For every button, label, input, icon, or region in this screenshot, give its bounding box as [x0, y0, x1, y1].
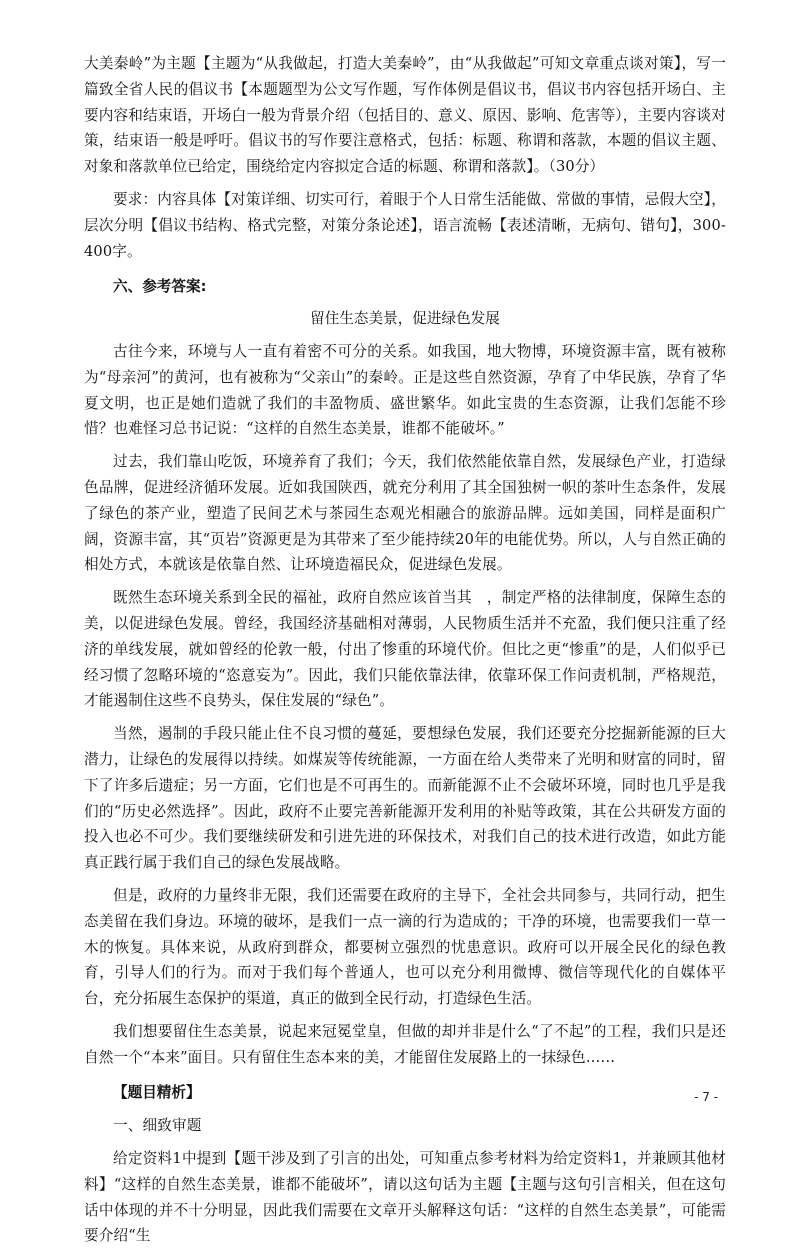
page-content: [84, 51, 726, 1249]
analysis-paragraph: 给定资料1中提到【题干涉及到了引言的出处，可知重点参考材料为给定资料1，并兼顾其他材料】“这样的自然生态美景，谁都不能破坏”，请以这句话为主题【主题与这句引言相关，但在这句话中体现的并不十分明显，因此我们需要在文章开头解释这句话：“这样的自然生态美景”，可能需要介绍“生: [84, 1150, 726, 1245]
requirements-paragraph: 要求：内容具体【对策详细、切实可行，着眼于个人日常生活能做、常做的事情，忌假大空】，层次分明【倡议书结构、格式完整，对策分条论述】，语言流畅【表述清晰，无病句、错句】，300-400字。: [84, 190, 726, 260]
essay-title: 留住生态美景，促进绿色发展: [310, 310, 500, 328]
essay-paragraph: 古往今来，环境与人一直有着密不可分的关系。如我国，地大物博，环境资源丰富，既有被称为“母亲河”的黄河，也有被称为“父亲山”的秦岭。正是这些自然资源，孕育了中华民族，孕育了华夏文明，也正是她们造就了我们的丰盈物质、盛世繁华。如此宝贵的生态资源，让我们怎能不珍惜？也难怪习总书记说：“这样的自然生态美景，谁都不能破坏。”: [84, 342, 726, 438]
essay-paragraph: 但是，政府的力量终非无限，我们还需要在政府的主导下，全社会共同参与，共同行动，把生态美留在我们身边。环境的破坏，是我们一点一滴的行为造成的；干净的环境，也需要我们一草一木的恢复。具体来说，从政府到群众，都要树立强烈的忧患意识。政府可以开展全民化的绿色教育，引导人们的行为。而对于我们每个普通人，也可以充分利用微博、微信等现代化的自媒体平台，充分拓展生态保护的渠道，真正的做到全民行动，打造绿色生活。: [84, 886, 726, 1008]
essay-paragraph: 过去，我们靠山吃饭，环境养育了我们；今天，我们依然能依靠自然，发展绿色产业，打造绿色品牌，促进经济循环发展。近如我国陕西，就充分利用了其全国独树一帜的茶叶生态条件，发展了绿色的茶产业，塑造了民间艺术与茶园生态观光相融合的旅游品牌。远如美国，同样是面积广阔，资源丰富，其“页岩”资源更是为其带来了至少能持续20年的电能优势。所以，人与自然正确的相处方式，本就该是依靠自然、让环境造福民众，促进绿色发展。: [84, 453, 726, 574]
essay-paragraph: 当然，遏制的手段只能止住不良习惯的蔓延，要想绿色发展，我们还要充分挖掘新能源的巨大潜力，让绿色的发展得以持续。如煤炭等传统能源，一方面在给人类带来了光明和财富的同时，留下了许多后遗症；另一方面，它们也是不可再生的。而新能源不止不会破坏环境，同时也几乎是我们的“历史必然选择”。因此，政府不止要完善新能源开发利用的补贴等政策，其在公共研发方面的投入也必不可少。我们要继续研发和引进先进的环保技术，对我们自己的技术进行改造，如此方能真正践行属于我们自己的绿色发展战略。: [84, 725, 726, 872]
analysis-subheading: 一、细致审题: [113, 1117, 202, 1135]
essay-paragraph: 我们想要留住生态美景，说起来冠冕堂皇，但做的却并非是什么“了不起”的工程，我们只是还自然一个“本来”面目。只有留住生态本来的美，才能留住发展路上的一抹绿色……: [84, 1022, 726, 1066]
analysis-heading: 【题目精析】: [113, 1084, 201, 1102]
answer-heading: 六、参考答案:: [113, 278, 207, 296]
essay-paragraph: 既然生态环境关系到全民的福祉，政府自然应该首当其 ，制定严格的法律制度，保障生态的美，以促进绿色发展。曾经，我国经济基础相对薄弱，人民物质生活并不充盈，我们便只注重了经济的单线发展，就如曾经的伦敦一般，付出了惨重的环境代价。但比之更“惨重”的是，人们似乎已经习惯了忽略环境的“恣意妄为”。因此，我们只能依靠法律，依靠环保工作问责机制，严格规范，才能遏制住这些不良势头，保住发展的“绿色”。: [84, 589, 726, 710]
intro-paragraph: 大美秦岭”为主题【主题为“从我做起，打造大美秦岭”，由“从我做起”可知文章重点谈对策】，写一篇致全省人民的倡议书【本题题型为公文写作题，写作体例是倡议书，倡议书内容包括开场白、主要内容和结束语，开场白一般为背景介绍（包括目的、意义、原因、影响、危害等），主要内容谈对策，结束语一般是呼吁。倡议书的写作要注意格式，包括：标题、称谓和落款，本题的倡议主题、对象和落款单位已给定，围绕给定内容拟定合适的标题、称谓和落款】。（30分）: [84, 55, 726, 176]
page-number: - 7 -: [694, 1090, 718, 1104]
